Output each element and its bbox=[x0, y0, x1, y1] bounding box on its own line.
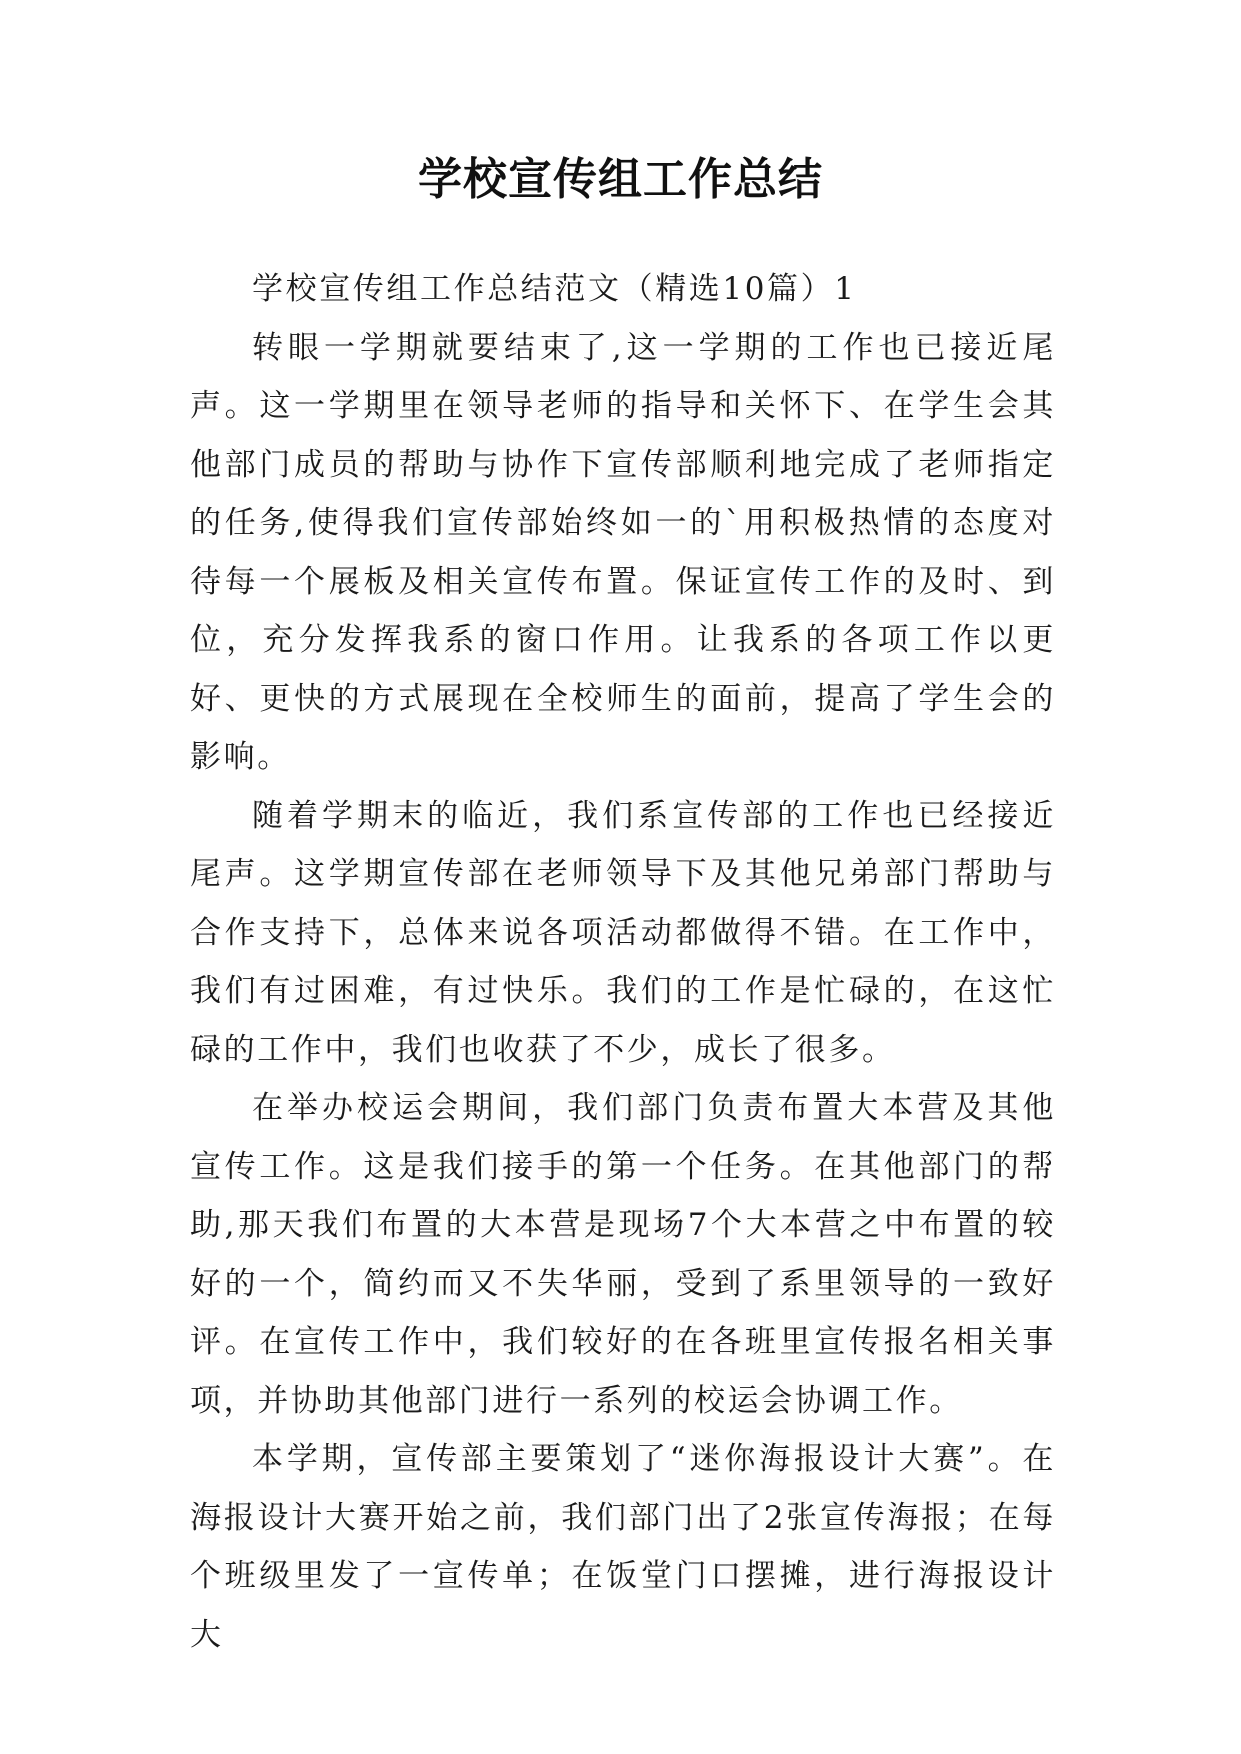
document-body bbox=[190, 260, 1056, 1664]
subtitle-paragraph: 学校宣传组工作总结范文（精选10篇）1 bbox=[252, 271, 857, 307]
body-paragraph: 转眼一学期就要结束了,这一学期的工作也已接近尾声。这一学期里在领导老师的指导和关怀下、在学生会其他部门成员的帮助与协作下宣传部顺利地完成了老师指定的任务,使得我们宣传部始终如一的`用积极热情的态度对待每一个展板及相关宣传布置。保证宣传工作的及时、到位，充分发挥我系的窗口作用。让我系的各项工作以更好、更快的方式展现在全校师生的面前，提高了学生会的影响。 bbox=[190, 329, 1056, 775]
body-paragraph: 本学期，宣传部主要策划了“迷你海报设计大赛”。在海报设计大赛开始之前，我们部门出了2张宣传海报；在每个班级里发了一宣传单；在饭堂门口摆摊，进行海报设计大 bbox=[190, 1441, 1056, 1653]
body-paragraph: 随着学期末的临近，我们系宣传部的工作也已经接近尾声。这学期宣传部在老师领导下及其他兄弟部门帮助与合作支持下，总体来说各项活动都做得不错。在工作中，我们有过困难，有过快乐。我们的工作是忙碌的，在这忙碌的工作中，我们也收获了不少，成长了很多。 bbox=[190, 797, 1056, 1068]
body-paragraph: 在举办校运会期间，我们部门负责布置大本营及其他宣传工作。这是我们接手的第一个任务。在其他部门的帮助,那天我们布置的大本营是现场7个大本营之中布置的较好的一个，简约而又不失华丽，受到了系里领导的一致好评。在宣传工作中，我们较好的在各班里宣传报名相关事项，并协助其他部门进行一系列的校运会协调工作。 bbox=[190, 1090, 1056, 1419]
document-title: 学校宣传组工作总结 bbox=[418, 154, 823, 205]
